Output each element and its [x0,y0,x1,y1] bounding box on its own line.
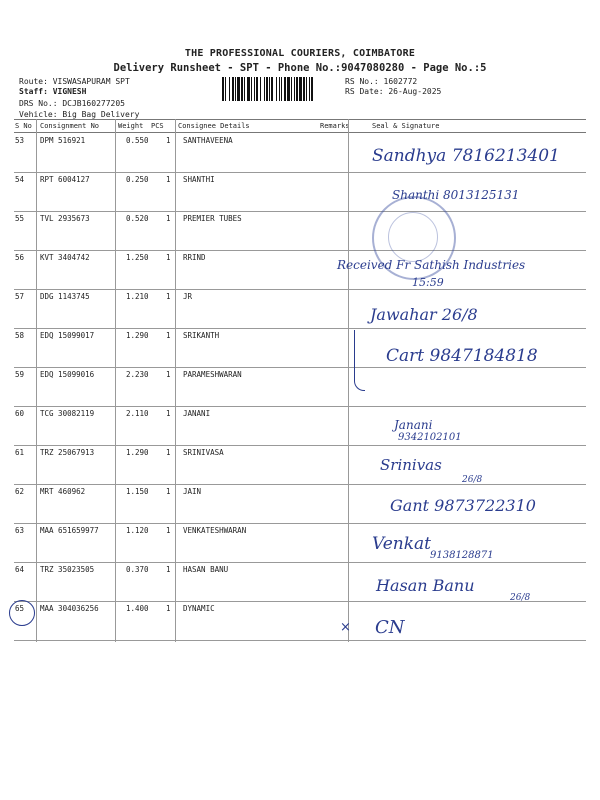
consignee-cell: HASAN BANU [183,565,229,574]
cross-mark: × [340,620,351,635]
col-pcs: PCS [151,122,164,130]
vehicle-label: Vehicle: Big Bag Delivery [19,110,140,119]
col-sno: S No [15,122,32,130]
runsheet-subtitle: Delivery Runsheet - SPT - Phone No.:9047080280 - Page No.:5 [113,62,487,74]
weight-cell: 0.520 [126,214,149,223]
weight-cell: 2.110 [126,409,149,418]
pcs-cell: 1 [166,214,171,223]
consignment-cell: TRZ 25067913 [40,448,95,457]
weight-cell: 1.290 [126,331,149,340]
table-row [14,601,586,641]
consignee-cell: VENKATESHWARAN [183,526,247,535]
pcs-cell: 1 [166,604,171,613]
sno-cell: 63 [15,526,25,535]
pcs-cell: 1 [166,175,171,184]
sno-cell: 53 [15,136,25,145]
signature-row-54: Shanthi 8013125131 [392,188,520,202]
weight-cell: 1.210 [126,292,149,301]
signature-row-64-date: 26/8 [510,593,531,603]
barcode [222,77,340,101]
consignment-cell: DPM 516921 [40,136,86,145]
table-row [14,289,586,329]
table-row [14,211,586,251]
signature-row-53: Sandhya 7816213401 [372,146,560,166]
pcs-cell: 1 [166,136,171,145]
consignment-cell: RPT 6004127 [40,175,90,184]
route-label: Route: VISWASAPURAM SPT [19,77,130,86]
signature-row-63-phone: 9138128871 [430,550,494,561]
weight-cell: 1.120 [126,526,149,535]
signature-row-61-date: 26/8 [462,475,483,485]
col-weight: Weight [118,122,144,130]
consignment-cell: EDQ 15099017 [40,331,95,340]
rs-date: RS Date: 26-Aug-2025 [345,87,442,96]
company-title: THE PROFESSIONAL COURIERS, COIMBATORE [184,48,416,59]
consignment-cell: TRZ 35023505 [40,565,95,574]
weight-cell: 0.250 [126,175,149,184]
consignee-cell: SRINIVASA [183,448,224,457]
weight-cell: 0.550 [126,136,149,145]
col-consignee: Consignee Details [178,122,250,130]
drs-label: DRS No.: DCJB160277205 [19,99,125,108]
consignee-cell: JANANI [183,409,211,418]
table-row [14,367,586,407]
pcs-cell: 1 [166,448,171,457]
signature-stroke [354,330,365,391]
weight-cell: 1.250 [126,253,149,262]
weight-cell: 1.150 [126,487,149,496]
staff-label: Staff: VIGNESH [19,87,87,96]
table-row [14,562,586,602]
weight-cell: 2.230 [126,370,149,379]
consignee-cell: SHANTHI [183,175,215,184]
sno-cell: 60 [15,409,25,418]
weight-cell: 1.400 [126,604,149,613]
table-row [14,445,586,485]
consignment-cell: MAA 651659977 [40,526,99,535]
consignee-cell: SANTHAVEENA [183,136,233,145]
sno-cell: 57 [15,292,25,301]
sno-cell: 58 [15,331,25,340]
pcs-cell: 1 [166,565,171,574]
col-seal-signature: Seal & Signature [372,122,440,130]
pcs-cell: 1 [166,487,171,496]
consignment-cell: TCG 30082119 [40,409,95,418]
consignee-cell: JR [183,292,193,301]
signature-row-57: Jawahar 26/8 [370,305,478,324]
sno-cell: 59 [15,370,25,379]
signature-row-61: Srinivas [380,456,442,474]
weight-cell: 1.290 [126,448,149,457]
signature-row-60: Janani [394,418,433,432]
sno-cell: 64 [15,565,25,574]
table-row [14,523,586,563]
consignee-cell: PARAMESHWARAN [183,370,242,379]
consignee-cell: PREMIER TUBES [183,214,242,223]
pcs-cell: 1 [166,292,171,301]
signature-row-63: Venkat [372,534,431,554]
consignee-cell: SRIKANTH [183,331,220,340]
consignment-cell: EDQ 15099016 [40,370,95,379]
pcs-cell: 1 [166,409,171,418]
consignee-cell: RRIND [183,253,206,262]
consignee-cell: DYNAMIC [183,604,215,613]
consignment-cell: MRT 460962 [40,487,86,496]
sno-cell: 65 [15,604,25,613]
table-top-rule [14,119,586,120]
pcs-cell: 1 [166,526,171,535]
signature-row-62: Gant 9873722310 [390,496,536,515]
signature-row-56-time: 15:59 [412,276,444,289]
sno-cell: 62 [15,487,25,496]
col-remarks: Remarks [320,122,350,130]
sno-cell: 61 [15,448,25,457]
rs-number: RS No.: 1602772 [345,77,418,86]
pcs-cell: 1 [166,253,171,262]
consignment-cell: MAA 304036256 [40,604,99,613]
signature-row-59: Cart 9847184818 [386,346,538,366]
consignment-cell: KVT 3404742 [40,253,90,262]
consignment-cell: DDG 1143745 [40,292,90,301]
sno-cell: 54 [15,175,25,184]
pcs-cell: 1 [166,331,171,340]
table-row [14,406,586,446]
consignee-cell: JAIN [183,487,202,496]
sno-cell: 56 [15,253,25,262]
signature-row-56: Received Fr Sathish Industries [337,258,526,272]
signature-row-60-phone: 9342102101 [398,432,462,443]
signature-row-64: Hasan Banu [376,576,475,595]
pcs-cell: 1 [166,370,171,379]
sno-cell: 55 [15,214,25,223]
col-consignment: Consignment No [40,122,100,130]
signature-row-65: CN [375,617,405,638]
weight-cell: 0.370 [126,565,149,574]
consignment-cell: TVL 2935673 [40,214,90,223]
circle-mark [9,600,35,626]
